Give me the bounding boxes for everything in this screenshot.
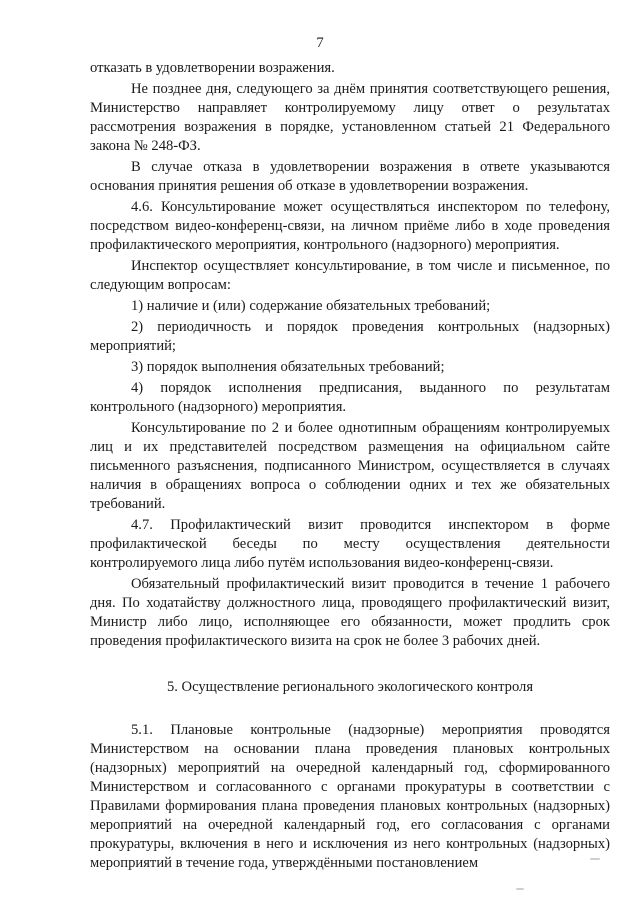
list-item: 3) порядок выполнения обязательных требований; [131,359,445,375]
paragraph-clause-5-1: 5.1. Плановые контрольные (надзорные) мероприятия проводятся Министерством на основании плана проведения плановых контрольных (надзорных) мероприятий на очередной календарный год, сформированного Министерством и согласованного с органами прокуратуры в соответствии с Правилами формирования плана проведения плановых контрольных (надзорных) мероприятий на очередной календарный год, его согласования с органами прокуратуры, включения в него и исключения из него контрольных (надзорных) мероприятий в течение года, утверждёнными постановлением [90,722,610,871]
paragraph-clause-4-6: 4.6. Консультирование может осуществляться инспектором по телефону, посредством видео-конференц-связи, на личном приёме либо в ходе проведения профилактического мероприятия, контрольного (надзорного) мероприятия. [90,199,610,253]
scan-artifact [590,858,600,860]
paragraph: Обязательный профилактический визит проводится в течение 1 рабочего дня. По ходатайству должностного лица, проводящего профилактический визит, Министр либо лицо, исполняющее его обязанности, может продлить срок проведения профилактического визита на срок не более 3 рабочих дней. [90,576,610,649]
paragraph: отказать в удовлетворении возражения. [90,60,335,76]
paragraph: В случае отказа в удовлетворении возражения в ответе указываются основания принятия решения об отказе в удовлетворении возражения. [90,159,610,194]
list-item: 4) порядок исполнения предписания, выданного по результатам контрольного (надзорного) мероприятия. [90,380,610,415]
list-item: 2) периодичность и порядок проведения контрольных (надзорных) мероприятий; [90,319,610,354]
paragraph: Консультирование по 2 и более однотипным обращениям контролируемых лиц и их представителей посредством размещения на официальном сайте письменного разъяснения, подписанного Министром, осуществляется в случаях наличия в обращениях вопроса о соблюдении одних и тех же обязательных требований. [90,420,610,512]
list-item: 1) наличие и (или) содержание обязательных требований; [131,298,491,314]
paragraph: Не позднее дня, следующего за днём принятия соответствующего решения, Министерство направляет контролируемому лицу ответ о результатах рассмотрения возражения в порядке, установленном статьей 21 Федерального закона № 248-ФЗ. [90,81,610,154]
document-body [90,59,610,875]
section-heading: 5. Осуществление регионального экологического контроля [166,679,534,695]
paragraph-clause-4-7: 4.7. Профилактический визит проводится инспектором в форме профилактической беседы по месту осуществления деятельности контролируемого лица либо путём использования видео-конференц-связи. [90,517,610,571]
page-number: 7 [316,35,324,51]
paragraph: Инспектор осуществляет консультирование, в том числе и письменное, по следующим вопросам: [90,258,610,293]
scan-artifact [516,888,524,890]
